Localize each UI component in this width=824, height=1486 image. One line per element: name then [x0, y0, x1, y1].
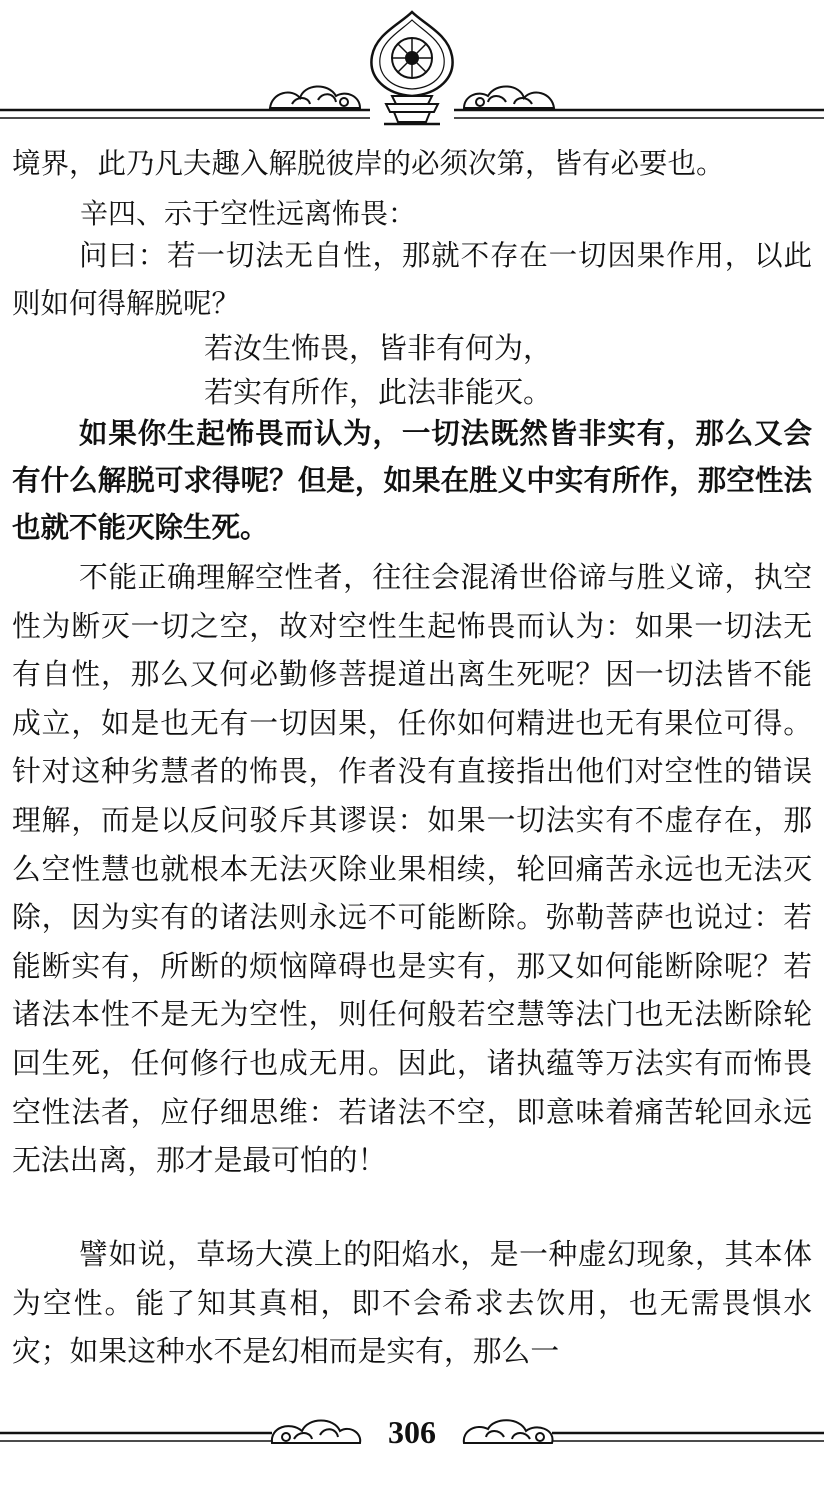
verse-explanation: 如果你生起怖畏而认为，一切法既然皆非实有，那么又会有什么解脱可求得呢？但是，如果在胜义中实有所作，那空性法也就不能灭除生死。: [12, 416, 812, 544]
commentary-paragraph: 不能正确理解空性者，往往会混淆世俗谛与胜义谛，执空性为断灭一切之空，故对空性生起怖畏而认为：如果一切法无有自性，那么又何必勤修菩提道出离生死呢？因一切法皆不能成立，如是也无有一切因果，任你如何精进也无有果位可得。针对这种劣慧者的怖畏，作者没有直接指出他们对空性的错误理解，而是以反问驳斥其谬误：如果一切法实有不虚存在，那么空性慧也就根本无法灭除业果相续，轮回痛苦永远也无法灭除，因为实有的诸法则永远不可能断除。弥勒菩萨也说过：若能断实有，所断的烦恼障碍也是实有，那又如何能断除呢？若诸法本性不是无为空性，则任何般若空慧等法门也无法断除轮回生死，任何修行也成无用。因此，诸执蕴等万法实有而怖畏空性法者，应仔细思维：若诸法不空，即意味着痛苦轮回永远无法出离，那才是最可怕的！: [12, 560, 812, 1178]
section-heading: 辛四、示于空性远离怖畏：: [80, 197, 417, 230]
verse-line-2: 若实有所作，此法非能灭。: [204, 375, 553, 409]
question-paragraph: 问曰：若一切法无自性，那就不存在一切因果作用，以此则如何得解脱呢？: [12, 239, 812, 320]
page-number: 306: [388, 1414, 436, 1450]
right-cloud-icon: [464, 86, 554, 108]
footer-left-cloud-icon: [272, 1421, 360, 1444]
left-cloud-icon: [270, 86, 360, 108]
dharma-wheel-icon: [371, 12, 452, 124]
example-paragraph: 譬如说，草场大漠上的阳焰水，是一种虚幻现象，其本体为空性。能了知其真相，即不会希求去饮用，也无需畏惧水灾；如果这种水不是幻相而是实有，那么一: [12, 1237, 812, 1369]
verse-line-1: 若汝生怖畏，皆非有何为，: [204, 331, 553, 365]
footer-right-cloud-icon: [464, 1420, 553, 1443]
header-ornament: [0, 0, 824, 135]
continued-paragraph: 境界，此乃凡夫趣入解脱彼岸的必须次第，皆有必要也。: [12, 147, 725, 180]
